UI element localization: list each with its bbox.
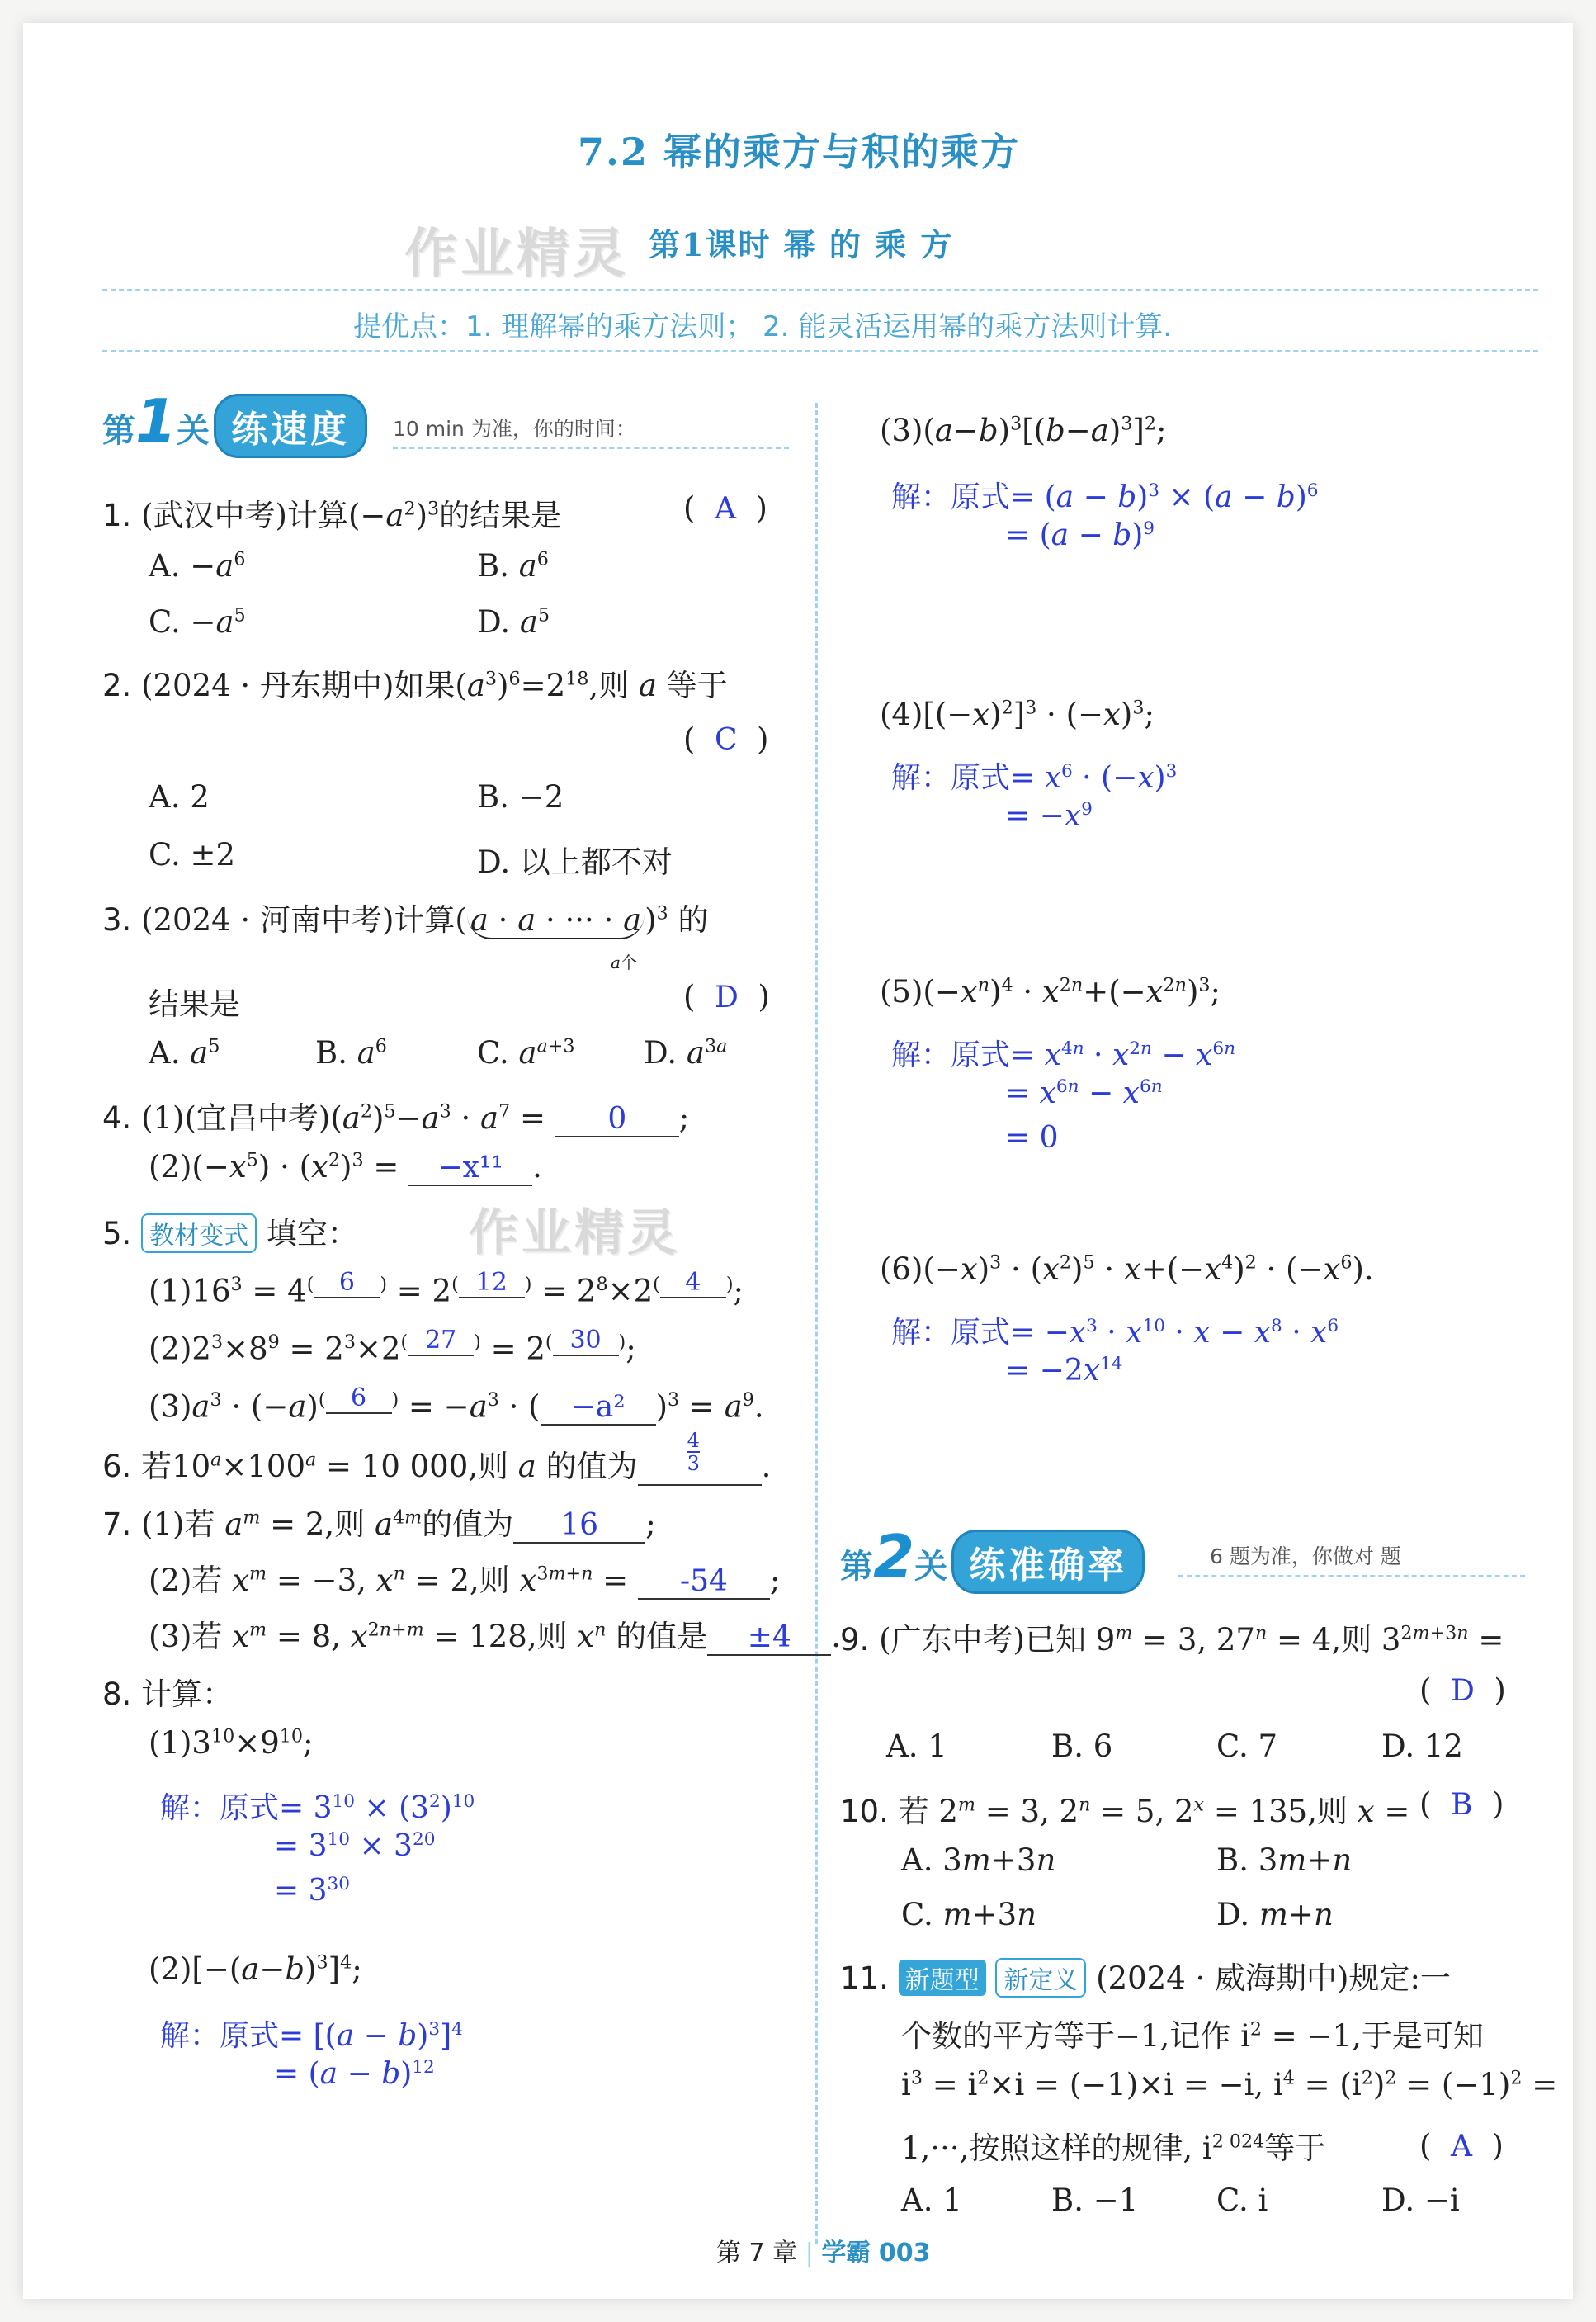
q11-option-d: D. −i bbox=[1381, 2182, 1460, 2218]
question-8-2: $(2)[-(a-b)^3]^4$; bbox=[149, 1951, 362, 1987]
section-1-note: 10 min 为准，你的时间： bbox=[393, 417, 636, 441]
worksheet-page bbox=[23, 23, 1573, 2299]
lesson-title: 第1课时 幂 的 乘 方 bbox=[649, 226, 954, 263]
divider bbox=[1178, 1575, 1525, 1577]
solution-8-1-step2: = $3^{10} \times 3^{20}$ bbox=[274, 1829, 436, 1863]
question-11-line2: 个数的平方等于−1,记作 $i^2 = -1$,于是可知 bbox=[901, 2018, 1484, 2054]
q11-option-b: B. −1 bbox=[1051, 2182, 1139, 2218]
q1-option-b: B. $a^6$ bbox=[477, 548, 549, 584]
q1-option-d: D. $a^5$ bbox=[477, 604, 550, 640]
solution-8-5-step3: = 0 bbox=[1005, 1121, 1059, 1155]
question-5-3: $(3)a^3 \cdot (-a)^{( 6 )} = -a^3$ · ( −a² )$^3 = a^9$. bbox=[149, 1383, 764, 1425]
question-5-1: $(1)16^3 = 4^{( 6 )} = 2^{( 12 )} = 2^8\times 2^{( 4 )}$; bbox=[149, 1268, 744, 1309]
question-10: 10. 若 $2^m = 3$, $2^n = 5$, $2^x = 135$,则 x = bbox=[840, 1794, 1410, 1829]
q2-option-d: D. 以上都不对 bbox=[477, 844, 673, 880]
q3-option-d: D. $a^{3a}$ bbox=[644, 1035, 728, 1071]
q2-option-a: A. 2 bbox=[149, 779, 210, 815]
solution-8-2-step2: = $(a - b)^{12}$ bbox=[274, 2057, 435, 2091]
q2-option-b: B. −2 bbox=[477, 779, 564, 815]
q1-option-a: A. $-a^6$ bbox=[149, 548, 246, 584]
question-11-line4: 1,···,按照这样的规律, $i^{2 024}$等于 bbox=[901, 2130, 1326, 2166]
solution-8-1: 解：原式= $3^{10} \times (3^2)^{10}$ bbox=[160, 1791, 475, 1825]
answer-10: ( B ) bbox=[1419, 1786, 1504, 1822]
tag-new-type: 新题型 bbox=[899, 1960, 986, 1996]
answer-2: ( C ) bbox=[683, 721, 769, 757]
question-7-2: (2)若 $x^m = -3$, $x^n = 2$,则 $x^{3m+n} = -54$ ; bbox=[149, 1563, 781, 1598]
q9-option-a: A. 1 bbox=[886, 1728, 947, 1764]
solution-8-3-step2: = $(a - b)^9$ bbox=[1005, 518, 1155, 552]
question-8-4: $(4)[(-x)^2]^3 \cdot (-x)^3$; bbox=[880, 697, 1155, 732]
q10-option-d: D. m+n bbox=[1216, 1897, 1334, 1932]
blank-q7-3: ±4 bbox=[707, 1620, 831, 1656]
divider bbox=[102, 350, 1538, 352]
column-separator bbox=[815, 403, 818, 2244]
question-1: 1. (武汉中考)计算$(-a^2)^3$的结果是 bbox=[102, 498, 562, 533]
q11-option-a: A. 1 bbox=[901, 2182, 962, 2218]
question-3-cont: 结果是 bbox=[149, 986, 240, 1022]
q2-option-c: C. ±2 bbox=[149, 837, 236, 873]
divider bbox=[102, 289, 1538, 291]
watermark-logo: 作业精灵 bbox=[469, 1204, 680, 1262]
question-2: 2. (2024 · 丹东期中)如果$(a^3)^6=2^{18}$,则 a 等于 bbox=[102, 668, 728, 703]
question-7-3: (3)若 $x^m = 8$, $x^{2n+m} = 128$,则 $x^n$ 的值是 ±4 . bbox=[149, 1619, 841, 1654]
section-2-note: 6 题为准，你做对 题 bbox=[1210, 1544, 1401, 1568]
question-4-2: $(2)(-x^5) \cdot (x^2)^3 = -x^{11}$ . bbox=[149, 1149, 542, 1185]
question-8-5: $(5)(-x^n)^4 \cdot x^{2n}+(-x^{2n})^3$; bbox=[880, 974, 1221, 1010]
solution-8-5-step2: = $x^{6n} - x^{6n}$ bbox=[1005, 1076, 1163, 1110]
answer-11: ( A ) bbox=[1419, 2128, 1504, 2164]
section-1-pill: 练速度 bbox=[214, 394, 367, 458]
question-5: 5. 教材变式 填空： bbox=[102, 1208, 358, 1253]
q11-option-c: C. i bbox=[1216, 2182, 1268, 2218]
section-1-header: 第1关 练速度 bbox=[102, 386, 367, 458]
question-3: 3. (2024 · 河南中考)计算( a · a · ··· · a )$^3$ 的 bbox=[102, 902, 709, 938]
solution-8-4: 解：原式= $x^6 \cdot (-x)^3$ bbox=[891, 761, 1178, 795]
blank-q7-2: -54 bbox=[638, 1564, 770, 1600]
question-8-1: $(1)3^{10}\times 9^{10}$; bbox=[149, 1725, 314, 1761]
q10-option-c: C. m+3n bbox=[901, 1897, 1036, 1932]
section-title: 7.2 幂的乘方与积的乘方 bbox=[578, 130, 1021, 174]
question-8: 8. 计算： bbox=[102, 1676, 234, 1712]
solution-8-2: 解：原式= $[(a - b)^3]^4$ bbox=[160, 2019, 463, 2053]
solution-8-6: 解：原式= $-x^3 \cdot x^{10} \cdot x - x^8 \cdot x^6$ bbox=[891, 1316, 1339, 1350]
answer-3: ( D ) bbox=[683, 979, 770, 1014]
q3-option-b: B. $a^6$ bbox=[315, 1035, 387, 1071]
tag-new-definition: 新定义 bbox=[995, 1958, 1086, 1998]
question-8-6: $(6)(-x)^3 \cdot (x^2)^5 \cdot x+(-x^4)^2 \cdot (-x^6)$. bbox=[880, 1251, 1374, 1287]
q3-option-a: A. $a^5$ bbox=[149, 1035, 220, 1071]
solution-8-3: 解：原式= $(a - b)^3 \times (a - b)^6$ bbox=[891, 480, 1319, 514]
blank-q7-1: 16 bbox=[513, 1508, 645, 1544]
q3-option-c: C. $a^{a+3}$ bbox=[477, 1035, 575, 1071]
question-9: 9. (广东中考)已知 $9^m = 3$, $27^n = 4$,则 $3^{2m+3n}$ = bbox=[840, 1622, 1504, 1658]
tag-textbook-variant: 教材变式 bbox=[141, 1213, 257, 1253]
question-7-1: 7. (1)若 $a^m = 2$,则 $a^{4m}$的值为 16 ; bbox=[102, 1506, 656, 1542]
focus-points: 提优点：1. 理解幂的乘方法则； 2. 能灵活运用幂的乘方法则计算. bbox=[353, 310, 1173, 343]
q9-option-d: D. 12 bbox=[1381, 1728, 1463, 1764]
question-5-2: $(2)2^3\times 8^9 = 2^3\times 2^{( 27 )} = 2^{( 30 )}$; bbox=[149, 1326, 636, 1367]
section-2-pill: 练准确率 bbox=[951, 1530, 1145, 1594]
question-11-line3: $i^3 = i^2\times i = (-1)\times i = -i$, $i^4 = (i^2)^2 = (-1)^2$ = bbox=[901, 2067, 1558, 2102]
answer-9: ( D ) bbox=[1419, 1672, 1506, 1708]
watermark-logo: 作业精灵 bbox=[404, 224, 629, 285]
brace-label: a个 bbox=[611, 953, 637, 972]
blank-q4-2: −x¹¹ bbox=[408, 1151, 532, 1186]
page-footer: 第 7 章 | 学霸 003 bbox=[716, 2239, 931, 2268]
q10-option-b: B. 3m+n bbox=[1216, 1842, 1353, 1878]
question-6: 6. 若$10^a\times 100^a = 10$ 000,则 a 的值为 4 3 . bbox=[102, 1429, 772, 1484]
solution-8-4-step2: = $-x^9$ bbox=[1005, 799, 1093, 833]
solution-8-6-step2: = $-2x^{14}$ bbox=[1005, 1354, 1123, 1388]
solution-8-1-step3: = $3^{30}$ bbox=[274, 1874, 350, 1908]
answer-1: ( A ) bbox=[683, 490, 767, 526]
question-4-1: 4. (1)(宜昌中考)$(a^2)^5-a^3 \cdot a^7 = 0$ ; bbox=[102, 1100, 690, 1136]
blank-q4-1: 0 bbox=[555, 1102, 679, 1137]
divider bbox=[393, 447, 789, 449]
q9-option-b: B. 6 bbox=[1051, 1728, 1113, 1764]
blank-q6: 4 3 bbox=[638, 1451, 762, 1486]
q10-option-a: A. 3m+3n bbox=[901, 1842, 1056, 1878]
q1-option-c: C. $-a^5$ bbox=[149, 604, 246, 640]
solution-8-5: 解：原式= $x^{4n} \cdot x^{2n} - x^{6n}$ bbox=[891, 1038, 1235, 1072]
q9-option-c: C. 7 bbox=[1216, 1728, 1278, 1764]
question-8-3: $(3)(a-b)^3[(b-a)^3]^2$; bbox=[880, 413, 1167, 448]
section-2-header: 第2关 练准确率 bbox=[840, 1522, 1145, 1594]
question-11: 11. 新题型 新定义 (2024 · 威海期中)规定:一 bbox=[840, 1953, 1451, 1998]
